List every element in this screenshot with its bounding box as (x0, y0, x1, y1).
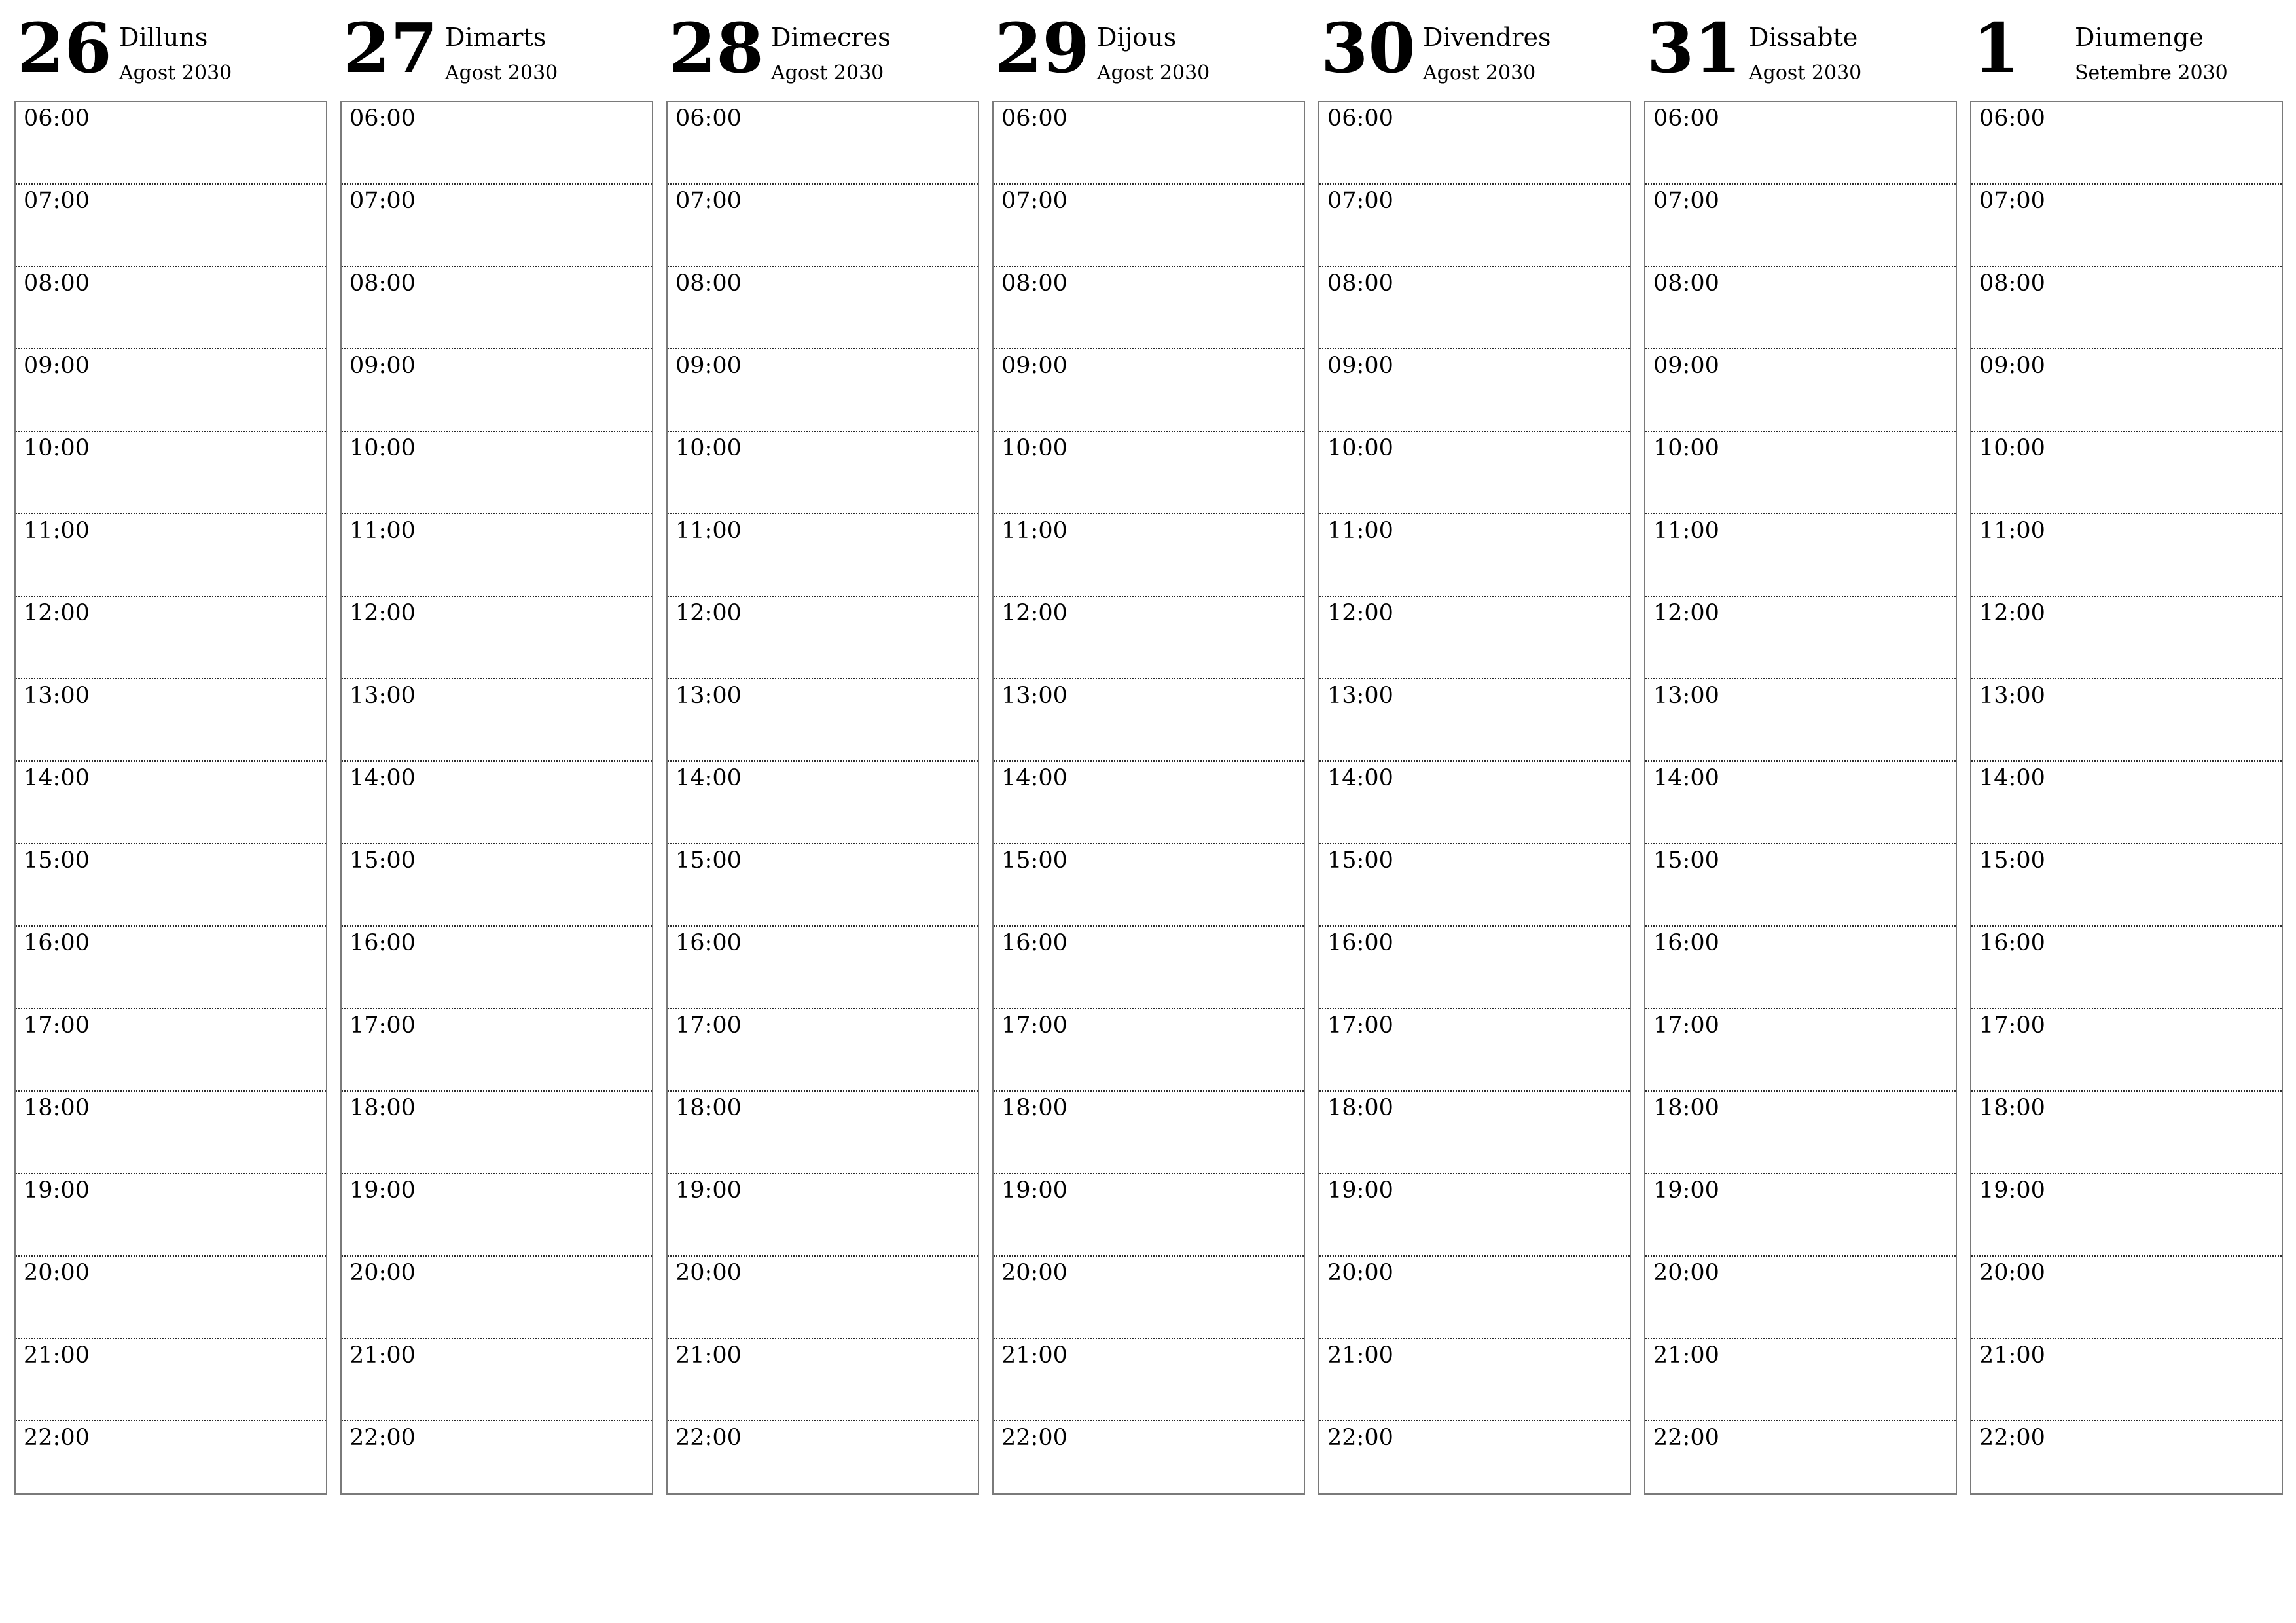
hour-slot[interactable] (1645, 102, 1956, 185)
hour-label: 17:00 (1327, 1012, 1393, 1039)
hour-label: 14:00 (350, 765, 416, 791)
hour-slot[interactable] (342, 597, 652, 679)
hour-label: 13:00 (1001, 683, 1067, 709)
day-header (666, 0, 979, 98)
hour-slot[interactable] (668, 1257, 978, 1339)
hour-slot[interactable] (1319, 102, 1630, 185)
hour-label: 18:00 (1979, 1095, 2045, 1121)
hour-slot[interactable] (16, 762, 326, 844)
hour-label: 18:00 (1327, 1095, 1393, 1121)
hour-slot[interactable] (1971, 185, 2282, 267)
hour-label: 13:00 (1327, 683, 1393, 709)
hour-slot[interactable] (342, 1421, 652, 1504)
hour-slot[interactable] (994, 185, 1304, 267)
hour-grid (340, 101, 653, 1495)
hour-slot[interactable] (1319, 679, 1630, 762)
day-number: 30 (1321, 8, 1416, 88)
hour-slot[interactable] (1971, 927, 2282, 1009)
hour-slot[interactable] (1971, 267, 2282, 349)
hour-slot[interactable] (1645, 679, 1956, 762)
hour-slot[interactable] (16, 679, 326, 762)
hour-grid (1644, 101, 1957, 1495)
hour-slot[interactable] (1971, 762, 2282, 844)
hour-label: 10:00 (24, 435, 90, 461)
hour-slot[interactable] (668, 762, 978, 844)
hour-slot[interactable] (1319, 762, 1630, 844)
hour-slot[interactable] (1645, 514, 1956, 597)
day-number: 31 (1647, 8, 1742, 88)
hour-label: 20:00 (1653, 1260, 1719, 1286)
hour-slot[interactable] (994, 1174, 1304, 1257)
hour-slot[interactable] (16, 267, 326, 349)
hour-slot[interactable] (1645, 1174, 1956, 1257)
hour-grid (1970, 101, 2283, 1495)
hour-slot[interactable] (668, 267, 978, 349)
hour-label: 17:00 (1653, 1012, 1719, 1039)
hour-slot[interactable] (1645, 1421, 1956, 1504)
day-number: 28 (669, 8, 764, 88)
hour-slot[interactable] (342, 514, 652, 597)
hour-slot[interactable] (668, 432, 978, 514)
hour-label: 21:00 (24, 1342, 90, 1368)
hour-label: 22:00 (1327, 1425, 1393, 1451)
hour-label: 12:00 (350, 600, 416, 626)
day-month-year: Agost 2030 (1423, 62, 1536, 84)
hour-slot[interactable] (668, 1092, 978, 1174)
hour-label: 12:00 (1327, 600, 1393, 626)
hour-slot[interactable] (16, 102, 326, 185)
hour-label: 19:00 (1327, 1177, 1393, 1204)
hour-label: 07:00 (1653, 188, 1719, 214)
hour-slot[interactable] (16, 1339, 326, 1421)
hour-label: 12:00 (675, 600, 742, 626)
hour-label: 21:00 (1653, 1342, 1719, 1368)
hour-slot[interactable] (1971, 1009, 2282, 1092)
hour-slot[interactable] (16, 185, 326, 267)
hour-grid (992, 101, 1305, 1495)
hour-label: 14:00 (1327, 765, 1393, 791)
hour-slot[interactable] (1971, 349, 2282, 432)
hour-slot[interactable] (16, 432, 326, 514)
hour-slot[interactable] (342, 762, 652, 844)
hour-label: 08:00 (1653, 270, 1719, 296)
hour-label: 11:00 (24, 518, 90, 544)
hour-label: 19:00 (1001, 1177, 1067, 1204)
hour-label: 08:00 (1001, 270, 1067, 296)
hour-label: 18:00 (1001, 1095, 1067, 1121)
hour-slot[interactable] (1645, 432, 1956, 514)
hour-label: 14:00 (1001, 765, 1067, 791)
hour-slot[interactable] (342, 844, 652, 927)
hour-slot[interactable] (994, 1421, 1304, 1504)
hour-slot[interactable] (1971, 597, 2282, 679)
hour-slot[interactable] (994, 679, 1304, 762)
hour-slot[interactable] (1319, 597, 1630, 679)
hour-slot[interactable] (342, 185, 652, 267)
hour-slot[interactable] (1971, 1257, 2282, 1339)
hour-grid (14, 101, 327, 1495)
hour-label: 20:00 (24, 1260, 90, 1286)
day-header (340, 0, 653, 98)
hour-slot[interactable] (1319, 1339, 1630, 1421)
hour-slot[interactable] (994, 267, 1304, 349)
hour-label: 17:00 (675, 1012, 742, 1039)
hour-label: 10:00 (350, 435, 416, 461)
hour-label: 09:00 (1979, 353, 2045, 379)
hour-slot[interactable] (16, 927, 326, 1009)
hour-grid (666, 101, 979, 1495)
hour-label: 07:00 (1327, 188, 1393, 214)
day-month-year: Agost 2030 (1749, 62, 1862, 84)
hour-slot[interactable] (16, 1092, 326, 1174)
hour-slot[interactable] (16, 1421, 326, 1504)
hour-label: 13:00 (1653, 683, 1719, 709)
hour-label: 19:00 (1653, 1177, 1719, 1204)
hour-label: 12:00 (1979, 600, 2045, 626)
hour-label: 22:00 (675, 1425, 742, 1451)
hour-label: 12:00 (1001, 600, 1067, 626)
hour-label: 17:00 (1979, 1012, 2045, 1039)
hour-slot[interactable] (342, 927, 652, 1009)
hour-label: 09:00 (675, 353, 742, 379)
hour-slot[interactable] (668, 1174, 978, 1257)
hour-label: 11:00 (675, 518, 742, 544)
hour-label: 12:00 (24, 600, 90, 626)
day-month-year: Agost 2030 (1097, 62, 1210, 84)
hour-label: 10:00 (1001, 435, 1067, 461)
hour-slot[interactable] (342, 1092, 652, 1174)
hour-label: 10:00 (1653, 435, 1719, 461)
day-name: Divendres (1423, 23, 1551, 52)
hour-slot[interactable] (994, 349, 1304, 432)
hour-slot[interactable] (668, 1009, 978, 1092)
hour-label: 15:00 (350, 847, 416, 874)
hour-label: 20:00 (1001, 1260, 1067, 1286)
hour-slot[interactable] (668, 514, 978, 597)
hour-label: 17:00 (350, 1012, 416, 1039)
hour-slot[interactable] (1319, 514, 1630, 597)
hour-label: 22:00 (1653, 1425, 1719, 1451)
hour-slot[interactable] (994, 1009, 1304, 1092)
hour-label: 06:00 (1979, 105, 2045, 132)
hour-slot[interactable] (342, 1009, 652, 1092)
hour-label: 14:00 (675, 765, 742, 791)
hour-slot[interactable] (1645, 1339, 1956, 1421)
hour-label: 09:00 (1001, 353, 1067, 379)
hour-slot[interactable] (1319, 432, 1630, 514)
day-name: Dimecres (771, 23, 891, 52)
hour-slot[interactable] (1645, 844, 1956, 927)
hour-slot[interactable] (342, 679, 652, 762)
hour-slot[interactable] (668, 185, 978, 267)
hour-label: 07:00 (1979, 188, 2045, 214)
hour-slot[interactable] (994, 1339, 1304, 1421)
hour-slot[interactable] (1971, 1339, 2282, 1421)
hour-label: 09:00 (350, 353, 416, 379)
hour-label: 15:00 (1001, 847, 1067, 874)
day-month-year: Setembre 2030 (2075, 62, 2228, 84)
day-number: 1 (1973, 8, 2020, 88)
hour-label: 06:00 (1653, 105, 1719, 132)
hour-label: 18:00 (24, 1095, 90, 1121)
hour-label: 13:00 (350, 683, 416, 709)
hour-label: 09:00 (1653, 353, 1719, 379)
hour-slot[interactable] (1971, 1174, 2282, 1257)
hour-label: 13:00 (675, 683, 742, 709)
hour-slot[interactable] (994, 432, 1304, 514)
hour-slot[interactable] (342, 1257, 652, 1339)
hour-label: 16:00 (1653, 930, 1719, 956)
hour-slot[interactable] (342, 349, 652, 432)
hour-slot[interactable] (1645, 597, 1956, 679)
hour-label: 14:00 (24, 765, 90, 791)
hour-slot[interactable] (16, 349, 326, 432)
hour-label: 06:00 (1327, 105, 1393, 132)
hour-label: 13:00 (1979, 683, 2045, 709)
hour-slot[interactable] (1319, 1092, 1630, 1174)
hour-label: 13:00 (24, 683, 90, 709)
hour-label: 07:00 (675, 188, 742, 214)
hour-label: 17:00 (24, 1012, 90, 1039)
hour-slot[interactable] (994, 597, 1304, 679)
hour-slot[interactable] (1645, 1092, 1956, 1174)
day-header (14, 0, 327, 98)
hour-label: 16:00 (1979, 930, 2045, 956)
hour-label: 07:00 (350, 188, 416, 214)
day-header (1970, 0, 2283, 98)
hour-slot[interactable] (342, 267, 652, 349)
hour-label: 07:00 (1001, 188, 1067, 214)
hour-label: 10:00 (1979, 435, 2045, 461)
hour-slot[interactable] (1319, 267, 1630, 349)
hour-label: 21:00 (1327, 1342, 1393, 1368)
hour-label: 15:00 (675, 847, 742, 874)
hour-label: 20:00 (675, 1260, 742, 1286)
hour-label: 16:00 (675, 930, 742, 956)
hour-label: 11:00 (1653, 518, 1719, 544)
day-header (1318, 0, 1631, 98)
hour-label: 16:00 (1001, 930, 1067, 956)
hour-label: 10:00 (675, 435, 742, 461)
hour-slot[interactable] (16, 844, 326, 927)
hour-label: 22:00 (24, 1425, 90, 1451)
hour-label: 22:00 (350, 1425, 416, 1451)
hour-slot[interactable] (994, 514, 1304, 597)
hour-slot[interactable] (16, 597, 326, 679)
hour-slot[interactable] (16, 1009, 326, 1092)
hour-label: 11:00 (1327, 518, 1393, 544)
hour-label: 06:00 (350, 105, 416, 132)
hour-label: 08:00 (1979, 270, 2045, 296)
hour-label: 21:00 (350, 1342, 416, 1368)
hour-label: 11:00 (1001, 518, 1067, 544)
hour-label: 21:00 (1001, 1342, 1067, 1368)
day-name: Dimarts (445, 23, 547, 52)
hour-label: 11:00 (350, 518, 416, 544)
hour-slot[interactable] (1319, 1421, 1630, 1504)
hour-slot[interactable] (1645, 762, 1956, 844)
hour-label: 16:00 (1327, 930, 1393, 956)
hour-slot[interactable] (668, 349, 978, 432)
hour-slot[interactable] (994, 762, 1304, 844)
hour-label: 09:00 (1327, 353, 1393, 379)
hour-slot[interactable] (994, 1092, 1304, 1174)
hour-label: 08:00 (24, 270, 90, 296)
hour-label: 20:00 (350, 1260, 416, 1286)
hour-slot[interactable] (1319, 844, 1630, 927)
hour-slot[interactable] (1971, 1421, 2282, 1504)
hour-label: 19:00 (675, 1177, 742, 1204)
hour-slot[interactable] (1971, 514, 2282, 597)
hour-slot[interactable] (1645, 185, 1956, 267)
day-month-year: Agost 2030 (771, 62, 884, 84)
hour-label: 09:00 (24, 353, 90, 379)
hour-slot[interactable] (1319, 1009, 1630, 1092)
hour-label: 22:00 (1979, 1425, 2045, 1451)
hour-label: 14:00 (1979, 765, 2045, 791)
hour-label: 12:00 (1653, 600, 1719, 626)
day-header (1644, 0, 1957, 98)
hour-label: 21:00 (675, 1342, 742, 1368)
hour-slot[interactable] (994, 844, 1304, 927)
hour-label: 15:00 (1653, 847, 1719, 874)
hour-slot[interactable] (1319, 349, 1630, 432)
hour-label: 08:00 (350, 270, 416, 296)
day-name: Diumenge (2075, 23, 2204, 52)
hour-label: 06:00 (1001, 105, 1067, 132)
hour-slot[interactable] (342, 432, 652, 514)
hour-slot[interactable] (1319, 927, 1630, 1009)
hour-slot[interactable] (994, 1257, 1304, 1339)
hour-slot[interactable] (1645, 267, 1956, 349)
hour-slot[interactable] (16, 514, 326, 597)
hour-grid (1318, 101, 1631, 1495)
hour-slot[interactable] (16, 1174, 326, 1257)
hour-label: 08:00 (675, 270, 742, 296)
hour-slot[interactable] (668, 927, 978, 1009)
day-name: Dissabte (1749, 23, 1858, 52)
hour-slot[interactable] (1319, 185, 1630, 267)
hour-label: 16:00 (24, 930, 90, 956)
day-number: 27 (343, 8, 438, 88)
hour-slot[interactable] (342, 1339, 652, 1421)
hour-slot[interactable] (342, 102, 652, 185)
hour-slot[interactable] (668, 679, 978, 762)
day-month-year: Agost 2030 (119, 62, 232, 84)
hour-label: 20:00 (1979, 1260, 2045, 1286)
hour-slot[interactable] (1971, 102, 2282, 185)
hour-label: 07:00 (24, 188, 90, 214)
hour-label: 10:00 (1327, 435, 1393, 461)
hour-label: 20:00 (1327, 1260, 1393, 1286)
hour-label: 18:00 (350, 1095, 416, 1121)
hour-slot[interactable] (668, 1421, 978, 1504)
hour-slot[interactable] (668, 1339, 978, 1421)
hour-slot[interactable] (1971, 1092, 2282, 1174)
hour-slot[interactable] (1645, 349, 1956, 432)
hour-slot[interactable] (1971, 679, 2282, 762)
hour-slot[interactable] (1971, 432, 2282, 514)
day-name: Dijous (1097, 23, 1177, 52)
day-header (992, 0, 1305, 98)
day-number: 26 (17, 8, 112, 88)
hour-label: 15:00 (24, 847, 90, 874)
hour-slot[interactable] (1319, 1174, 1630, 1257)
hour-label: 08:00 (1327, 270, 1393, 296)
hour-label: 06:00 (24, 105, 90, 132)
hour-label: 15:00 (1327, 847, 1393, 874)
hour-slot[interactable] (994, 927, 1304, 1009)
hour-slot[interactable] (1645, 1257, 1956, 1339)
hour-slot[interactable] (668, 844, 978, 927)
hour-slot[interactable] (1645, 927, 1956, 1009)
hour-label: 14:00 (1653, 765, 1719, 791)
hour-label: 18:00 (675, 1095, 742, 1121)
hour-slot[interactable] (668, 102, 978, 185)
hour-slot[interactable] (668, 597, 978, 679)
hour-label: 18:00 (1653, 1095, 1719, 1121)
day-month-year: Agost 2030 (445, 62, 558, 84)
day-number: 29 (995, 8, 1090, 88)
hour-slot[interactable] (1645, 1009, 1956, 1092)
hour-label: 15:00 (1979, 847, 2045, 874)
hour-label: 06:00 (675, 105, 742, 132)
hour-label: 19:00 (24, 1177, 90, 1204)
hour-label: 16:00 (350, 930, 416, 956)
hour-slot[interactable] (994, 102, 1304, 185)
hour-label: 19:00 (350, 1177, 416, 1204)
hour-label: 22:00 (1001, 1425, 1067, 1451)
day-name: Dilluns (119, 23, 208, 52)
hour-label: 21:00 (1979, 1342, 2045, 1368)
hour-slot[interactable] (342, 1174, 652, 1257)
hour-slot[interactable] (16, 1257, 326, 1339)
hour-label: 11:00 (1979, 518, 2045, 544)
hour-label: 17:00 (1001, 1012, 1067, 1039)
hour-slot[interactable] (1971, 844, 2282, 927)
hour-label: 19:00 (1979, 1177, 2045, 1204)
hour-slot[interactable] (1319, 1257, 1630, 1339)
